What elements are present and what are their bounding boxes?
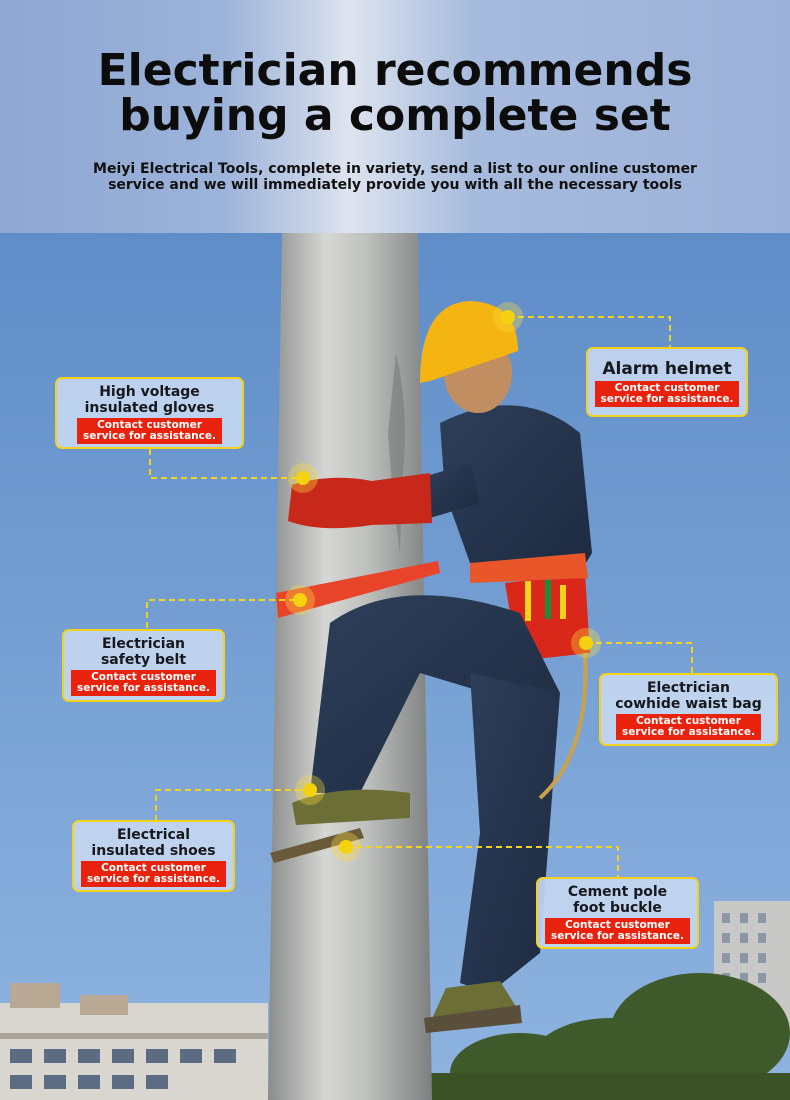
callout-cowhide-waist-bag[interactable] <box>599 673 778 746</box>
badge-line-1: Contact customer <box>91 671 196 683</box>
badge-line-2: service for assistance. <box>600 393 734 405</box>
callout-title-line-2: foot buckle <box>573 900 662 916</box>
callout-insulated-gloves[interactable] <box>55 377 244 449</box>
badge-line-2: service for assistance. <box>622 726 755 738</box>
badge-line-2: service for assistance. <box>551 930 684 942</box>
callout-title-line-2: cowhide waist bag <box>615 696 762 712</box>
buckle-pointer-icon <box>331 832 361 862</box>
callout-title-line-1: Cement pole <box>567 884 668 900</box>
badge-line-1: Contact customer <box>614 382 720 394</box>
header-banner <box>0 0 790 233</box>
contact-badge[interactable] <box>616 714 761 740</box>
badge-line-1: Contact customer <box>565 919 670 931</box>
contact-badge[interactable] <box>595 381 740 407</box>
callout-insulated-shoes[interactable] <box>72 820 235 892</box>
badge-line-2: service for assistance. <box>83 430 216 442</box>
callout-title-line-2: insulated shoes <box>91 843 216 859</box>
badge-line-1: Contact customer <box>101 862 206 874</box>
subtitle-line-1: Meiyi Electrical Tools, complete in variety, send a list to our online customer <box>93 161 697 177</box>
callout-safety-belt[interactable] <box>62 629 225 702</box>
contact-badge[interactable] <box>71 670 216 696</box>
callout-foot-buckle[interactable] <box>536 877 699 949</box>
contact-badge[interactable] <box>81 861 226 887</box>
electrician-photo <box>0 233 790 1100</box>
callout-title-line-2: insulated gloves <box>84 400 215 416</box>
callout-alarm-helmet[interactable] <box>586 347 748 417</box>
callout-title-line-1: Electrician <box>101 636 186 652</box>
belt-pointer-icon <box>285 585 315 615</box>
callout-title-line-1: High voltage <box>99 384 200 400</box>
contact-badge[interactable] <box>77 418 222 444</box>
shoes-pointer-icon <box>295 775 325 805</box>
callout-title: Alarm helmet <box>602 359 732 379</box>
badge-line-2: service for assistance. <box>87 873 220 885</box>
helmet-pointer-icon <box>493 302 523 332</box>
callout-title-line-1: Electrical <box>116 827 191 843</box>
badge-line-1: Contact customer <box>97 419 202 431</box>
headline-line-2: buying a complete set <box>119 90 671 141</box>
headline-line-1: Electrician recommends <box>97 45 693 96</box>
gloves-pointer-icon <box>288 463 318 493</box>
subtitle-line-2: service and we will immediately provide you with all the necessary tools <box>108 177 682 193</box>
badge-line-2: service for assistance. <box>77 682 210 694</box>
waist-bag-pointer-icon <box>571 628 601 658</box>
contact-badge[interactable] <box>545 918 690 944</box>
callout-title-line-2: safety belt <box>100 652 187 668</box>
callout-title-line-1: Electrician <box>646 680 731 696</box>
badge-line-1: Contact customer <box>636 715 741 727</box>
